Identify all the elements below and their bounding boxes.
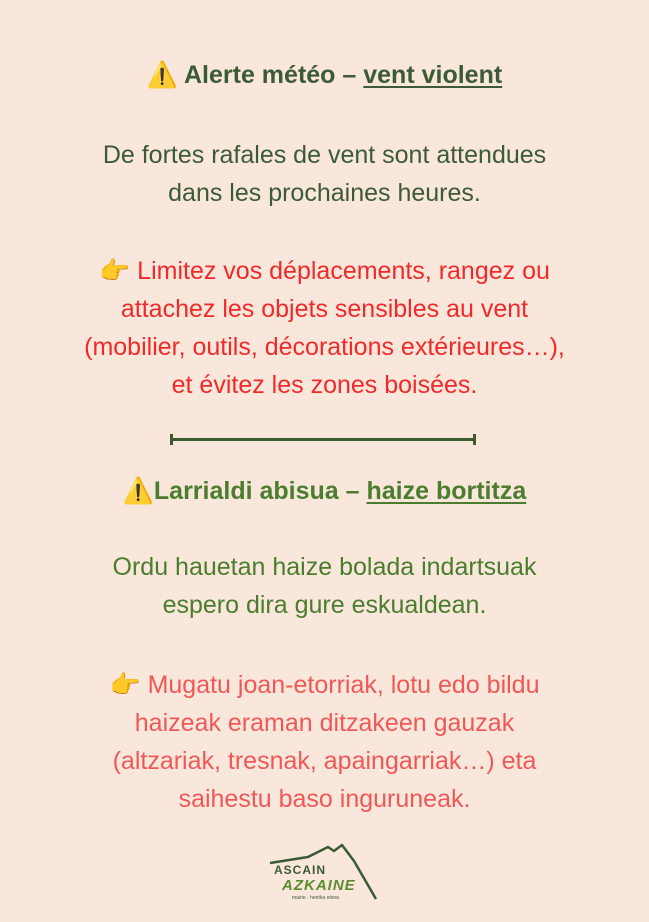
eu-lead-paragraph <box>20 548 629 624</box>
fr-advice-line: et évitez les zones boisées. <box>171 371 478 399</box>
pointing-hand-icon: 👉 <box>109 671 141 699</box>
eu-alert-title <box>20 476 629 506</box>
fr-lead-line: De fortes rafales de vent sont attendues <box>102 141 547 169</box>
town-logo <box>268 843 380 903</box>
eu-advice-text: Mugatu joan-etorriak, lotu edo bildu <box>147 671 540 699</box>
fr-title-prefix: Alerte météo – <box>184 61 364 89</box>
fr-advice-line: attachez les objets sensibles au vent <box>120 295 529 323</box>
section-divider <box>170 438 476 441</box>
warning-icon: ⚠️ <box>122 477 154 505</box>
logo-text-ascain: ASCAIN <box>274 863 327 877</box>
eu-title-prefix: Larrialdi abisua – <box>153 477 367 505</box>
fr-advice-line <box>20 252 629 290</box>
fr-lead-paragraph <box>20 136 629 212</box>
fr-alert-title <box>20 60 629 90</box>
eu-advice-line: haizeak eraman ditzakeen gauzak <box>134 709 515 737</box>
fr-lead-line: dans les prochaines heures. <box>168 179 481 207</box>
eu-title-underlined: haize bortitza <box>366 477 527 505</box>
eu-lead-line: Ordu hauetan haize bolada indartsuak <box>112 553 537 581</box>
fr-title-underlined: vent violent <box>363 61 503 89</box>
fr-advice-line: (mobilier, outils, décorations extérieures…), <box>84 333 565 361</box>
fr-advice-paragraph <box>20 252 629 404</box>
eu-advice-line <box>20 666 629 704</box>
fr-advice-text: Limitez vos déplacements, rangez ou <box>137 257 550 285</box>
warning-icon: ⚠️ <box>146 61 178 89</box>
logo-text-azkaine: AZKAINE <box>282 877 356 894</box>
pointing-hand-icon: 👉 <box>99 257 131 285</box>
logo-tagline: mairie · herriko etxea <box>292 895 339 901</box>
eu-lead-line: espero dira gure eskualdean. <box>162 591 487 619</box>
eu-advice-paragraph <box>20 666 629 818</box>
eu-advice-line: (altzariak, tresnak, apaingarriak…) eta <box>112 747 537 775</box>
eu-advice-line: saihestu baso inguruneak. <box>178 785 471 813</box>
